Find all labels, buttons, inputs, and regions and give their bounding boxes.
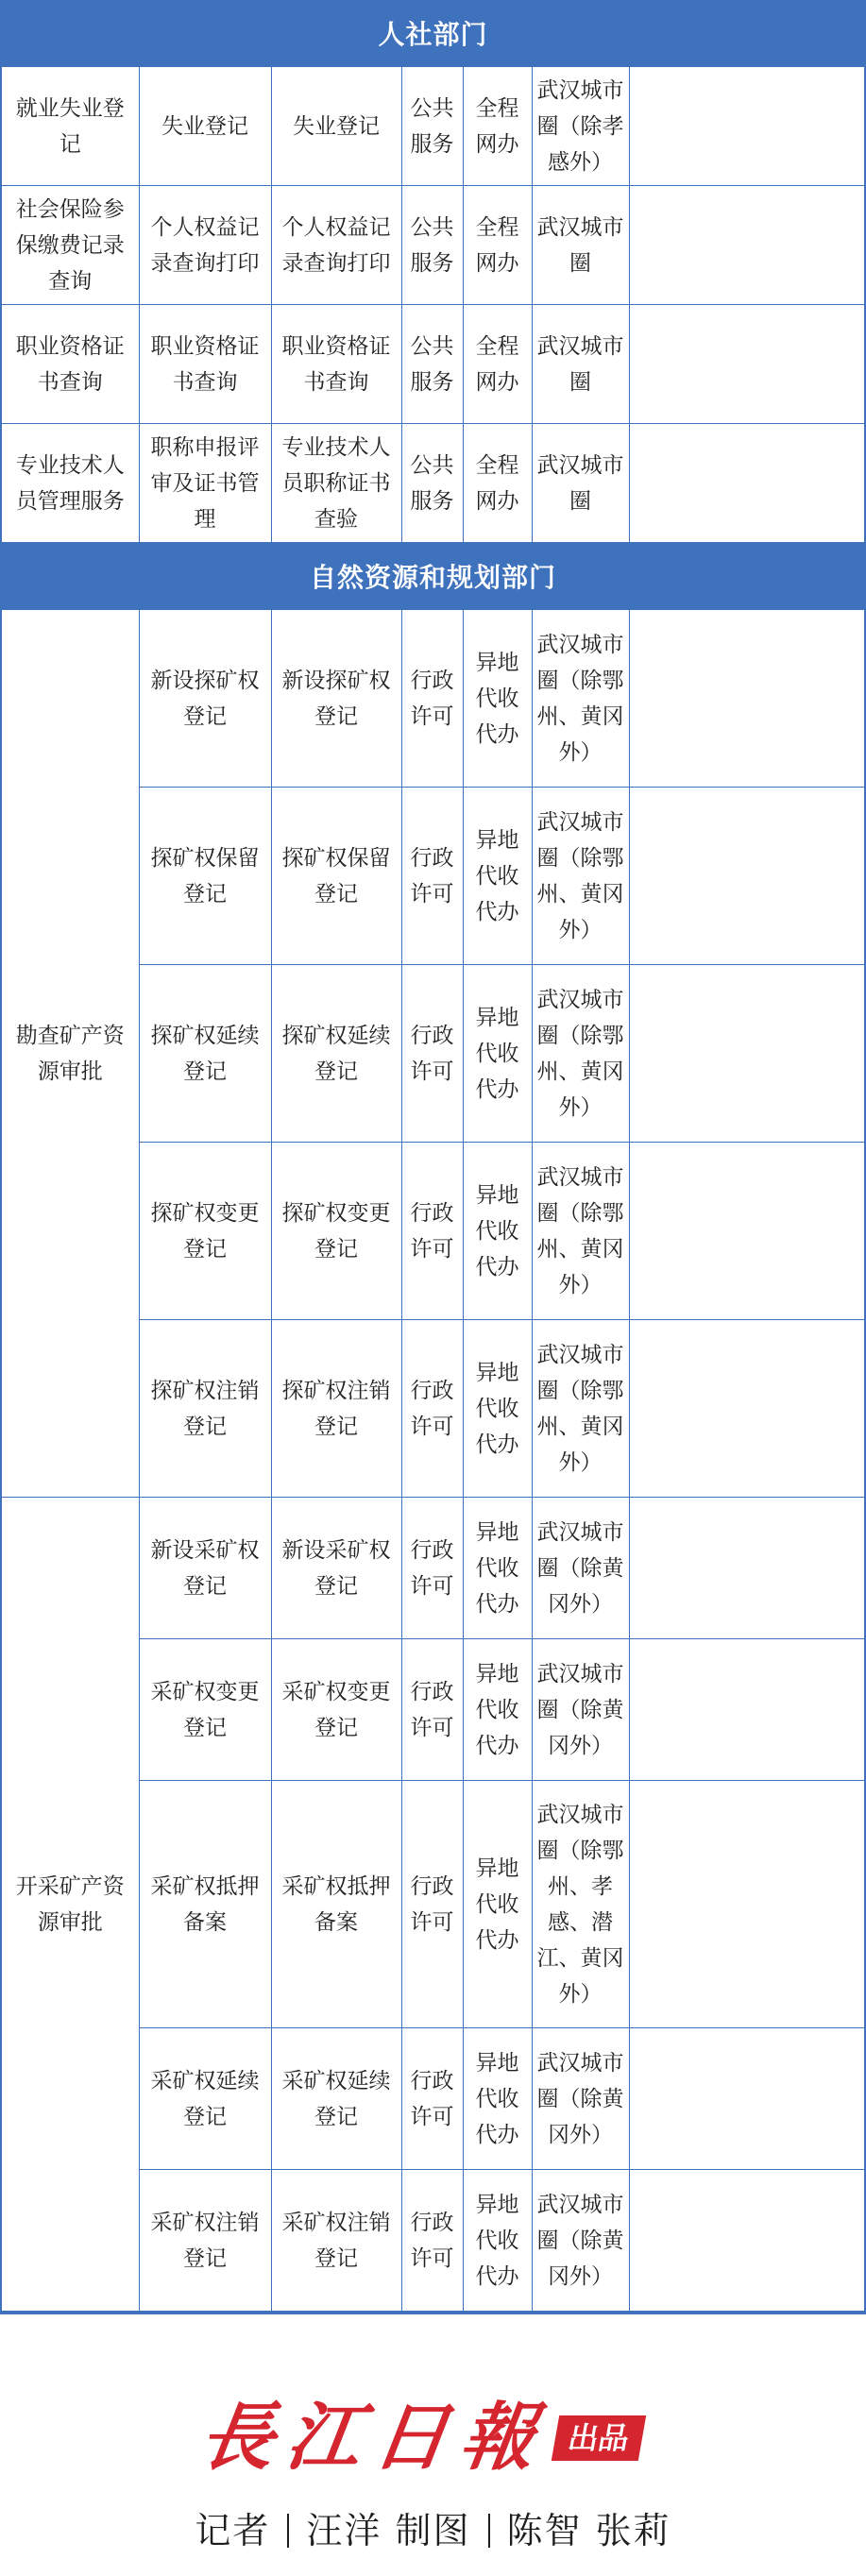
category-cell: 勘查矿产资源审批 xyxy=(2,610,139,1498)
item-cell: 采矿权变更登记 xyxy=(139,1639,271,1781)
mode-cell: 全程网办 xyxy=(463,67,532,186)
scope-cell: 武汉城市圈（除鄂州、孝感、潜江、黄冈外） xyxy=(532,1781,629,2028)
type-cell: 公共服务 xyxy=(401,186,463,305)
item-cell: 采矿权延续登记 xyxy=(139,2028,271,2170)
category-cell: 就业失业登记 xyxy=(2,67,139,186)
mode-cell: 全程网办 xyxy=(463,186,532,305)
type-cell: 行政许可 xyxy=(401,1639,463,1781)
sub-item-cell: 职业资格证书查询 xyxy=(271,305,401,424)
table-row xyxy=(2,67,864,186)
mode-cell: 全程网办 xyxy=(463,305,532,424)
type-cell: 行政许可 xyxy=(401,2170,463,2312)
category-cell: 职业资格证书查询 xyxy=(2,305,139,424)
mode-cell: 异地代收代办 xyxy=(463,1639,532,1781)
brand-logo-text: 長江日報 xyxy=(194,2395,554,2481)
empty-cell xyxy=(629,2170,864,2312)
sub-item-cell: 个人权益记录查询打印 xyxy=(271,186,401,305)
mode-cell: 异地代收代办 xyxy=(463,965,532,1143)
empty-cell xyxy=(629,1320,864,1498)
sub-item-cell: 失业登记 xyxy=(271,67,401,186)
credit-graphic-label: 制图 xyxy=(395,2510,471,2551)
mode-cell: 异地代收代办 xyxy=(463,788,532,965)
empty-cell xyxy=(629,788,864,965)
scope-cell: 武汉城市圈 xyxy=(532,186,629,305)
type-cell: 公共服务 xyxy=(401,424,463,543)
sub-item-cell: 采矿权抵押备案 xyxy=(271,1781,401,2028)
sub-item-cell: 采矿权延续登记 xyxy=(271,2028,401,2170)
table-row xyxy=(2,186,864,305)
sub-item-cell: 新设探矿权登记 xyxy=(271,610,401,788)
brand-logo xyxy=(194,2395,642,2482)
scope-cell: 武汉城市圈（除鄂州、黄冈外） xyxy=(532,965,629,1143)
table-row xyxy=(2,424,864,543)
sub-item-cell: 采矿权变更登记 xyxy=(271,1639,401,1781)
type-cell: 行政许可 xyxy=(401,610,463,788)
brand-badge: 出品 xyxy=(552,2415,646,2461)
sub-item-cell: 新设采矿权登记 xyxy=(271,1498,401,1639)
empty-cell xyxy=(629,305,864,424)
mode-cell: 全程网办 xyxy=(463,424,532,543)
category-cell: 社会保险参保缴费记录查询 xyxy=(2,186,139,305)
section-header-hr: 人社部门 xyxy=(2,0,864,66)
scope-cell: 武汉城市圈 xyxy=(532,424,629,543)
mode-cell: 异地代收代办 xyxy=(463,1143,532,1320)
credit-separator xyxy=(287,2514,289,2548)
empty-cell xyxy=(629,1781,864,2028)
item-cell: 探矿权变更登记 xyxy=(139,1143,271,1320)
scope-cell: 武汉城市圈（除孝感外） xyxy=(532,67,629,186)
scope-cell: 武汉城市圈（除黄冈外） xyxy=(532,1639,629,1781)
natural-resources-table xyxy=(2,609,864,2312)
item-cell: 新设采矿权登记 xyxy=(139,1498,271,1639)
scope-cell: 武汉城市圈（除黄冈外） xyxy=(532,2028,629,2170)
scope-cell: 武汉城市圈（除鄂州、黄冈外） xyxy=(532,1143,629,1320)
mode-cell: 异地代收代办 xyxy=(463,1498,532,1639)
sub-item-cell: 探矿权延续登记 xyxy=(271,965,401,1143)
empty-cell xyxy=(629,1143,864,1320)
credits-line xyxy=(0,2508,866,2553)
scope-cell: 武汉城市圈 xyxy=(532,305,629,424)
scope-cell: 武汉城市圈（除黄冈外） xyxy=(532,2170,629,2312)
mode-cell: 异地代收代办 xyxy=(463,610,532,788)
type-cell: 行政许可 xyxy=(401,1498,463,1639)
empty-cell xyxy=(629,2028,864,2170)
type-cell: 公共服务 xyxy=(401,67,463,186)
item-cell: 采矿权注销登记 xyxy=(139,2170,271,2312)
item-cell: 探矿权保留登记 xyxy=(139,788,271,965)
sub-item-cell: 采矿权注销登记 xyxy=(271,2170,401,2312)
credit-separator xyxy=(488,2514,490,2548)
empty-cell xyxy=(629,1639,864,1781)
item-cell: 个人权益记录查询打印 xyxy=(139,186,271,305)
scope-cell: 武汉城市圈（除鄂州、黄冈外） xyxy=(532,1320,629,1498)
mode-cell: 异地代收代办 xyxy=(463,1781,532,2028)
credit-reporter-label: 记者 xyxy=(195,2510,271,2551)
empty-cell xyxy=(629,67,864,186)
scope-cell: 武汉城市圈（除鄂州、黄冈外） xyxy=(532,788,629,965)
table-row xyxy=(2,610,864,788)
item-cell: 职称申报评审及证书管理 xyxy=(139,424,271,543)
item-cell: 新设探矿权登记 xyxy=(139,610,271,788)
section-header-natural-resources: 自然资源和规划部门 xyxy=(2,543,864,609)
sub-item-cell: 探矿权保留登记 xyxy=(271,788,401,965)
table-row xyxy=(2,305,864,424)
type-cell: 行政许可 xyxy=(401,1143,463,1320)
hr-table xyxy=(2,66,864,543)
category-cell: 开采矿产资源审批 xyxy=(2,1498,139,2312)
empty-cell xyxy=(629,186,864,305)
mode-cell: 异地代收代办 xyxy=(463,2028,532,2170)
footer xyxy=(0,2380,866,2576)
item-cell: 探矿权延续登记 xyxy=(139,965,271,1143)
mode-cell: 异地代收代办 xyxy=(463,1320,532,1498)
type-cell: 行政许可 xyxy=(401,965,463,1143)
category-cell: 专业技术人员管理服务 xyxy=(2,424,139,543)
sub-item-cell: 专业技术人员职称证书查验 xyxy=(271,424,401,543)
scope-cell: 武汉城市圈（除黄冈外） xyxy=(532,1498,629,1639)
scope-cell: 武汉城市圈（除鄂州、黄冈外） xyxy=(532,610,629,788)
type-cell: 行政许可 xyxy=(401,1320,463,1498)
table-row xyxy=(2,1498,864,1639)
credit-writer: 汪洋 xyxy=(306,2510,382,2551)
type-cell: 公共服务 xyxy=(401,305,463,424)
empty-cell xyxy=(629,610,864,788)
mode-cell: 异地代收代办 xyxy=(463,2170,532,2312)
sub-item-cell: 探矿权注销登记 xyxy=(271,1320,401,1498)
item-cell: 职业资格证书查询 xyxy=(139,305,271,424)
item-cell: 探矿权注销登记 xyxy=(139,1320,271,1498)
type-cell: 行政许可 xyxy=(401,788,463,965)
item-cell: 采矿权抵押备案 xyxy=(139,1781,271,2028)
credit-designers: 陈智 张莉 xyxy=(506,2510,671,2551)
empty-cell xyxy=(629,424,864,543)
type-cell: 行政许可 xyxy=(401,2028,463,2170)
sub-item-cell: 探矿权变更登记 xyxy=(271,1143,401,1320)
item-cell: 失业登记 xyxy=(139,67,271,186)
empty-cell xyxy=(629,965,864,1143)
type-cell: 行政许可 xyxy=(401,1781,463,2028)
empty-cell xyxy=(629,1498,864,1639)
